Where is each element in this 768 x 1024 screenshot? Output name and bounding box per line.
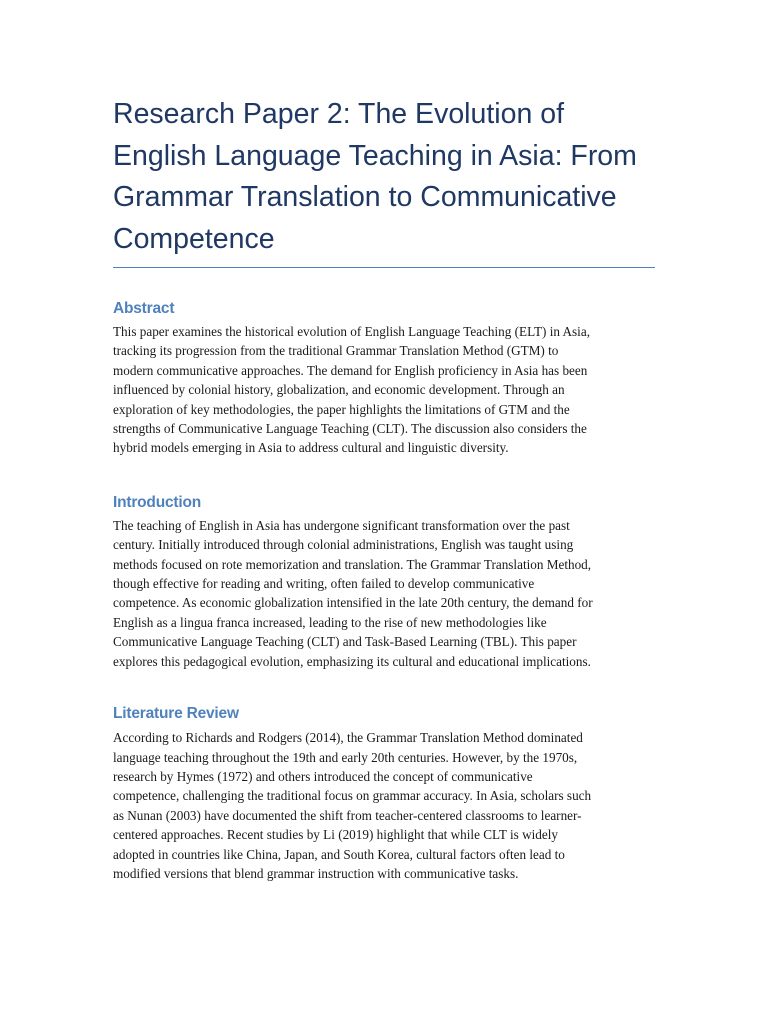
section-body-literature-review: According to Richards and Rodgers (2014), the Grammar Translation Method dominated language teaching throughout the 19th and early 20th centuries. However, by the 1970s, research by Hymes (1972) and others introduced the concept of communicative competence, challenging the traditional focus on grammar accuracy. In Asia, scholars such as Nunan (2003) have documented the shift from teacher-centered classrooms to learner- centered approaches. Recent studies by Li (2019) highlight that while CLT is widely adopted in countries like China, Japan, and South Korea, cultural factors often lead to modified versions that blend grammar instruction with communicative tasks.	[113, 730, 592, 881]
section-heading-introduction: Introduction	[113, 493, 201, 511]
section-body-introduction: The teaching of English in Asia has undergone significant transformation over the past century. Initially introduced through colonial administrations, English was taught using methods focused on rote memorization and translation. The Grammar Translation Method, though effective for reading and writing, often failed to develop communicative competence. As economic globalization intensified in the late 20th century, the demand for English as a lingua franca increased, leading to the rise of new methodologies like Communicative Language Teaching (CLT) and Task-Based Learning (TBL). This paper explores this pedagogical evolution, emphasizing its cultural and educational implications.	[113, 517, 593, 669]
page-title: Research Paper 2: The Evolution of English Language Teaching in Asia: From Grammar Translation to Communicative Competence	[113, 98, 637, 255]
document-page	[113, 94, 658, 883]
section-heading-abstract: Abstract	[113, 300, 175, 317]
section-body-abstract: This paper examines the historical evolution of English Language Teaching (ELT) in Asia, tracking its progression from the traditional Grammar Translation Method (GTM) to modern communicative approaches. The demand for English proficiency in Asia has been influenced by colonial history, globalization, and economic development. Through an exploration of key methodologies, the paper highlights the limitations of GTM and the strengths of Communicative Language Teaching (CLT). The discussion also considers the hybrid models emerging in Asia to address cultural and linguistic diversity.	[113, 324, 591, 456]
section-heading-literature-review: Literature Review	[113, 705, 239, 723]
title-divider	[113, 267, 655, 268]
